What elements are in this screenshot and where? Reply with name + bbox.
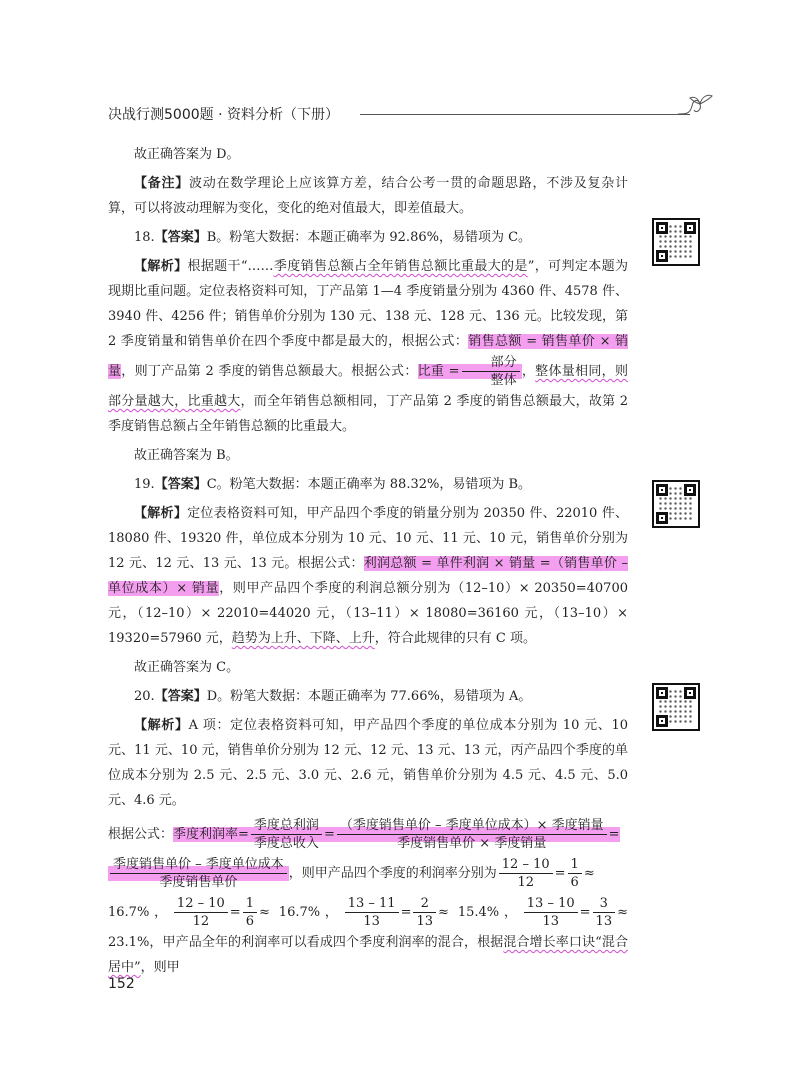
fraction: $\frac{12 - 10}{12}$	[174, 895, 228, 930]
fraction: $\frac{\text{（季度销售单价 – 季度单位成本）× 季度销量}}{\text{季度销售单价 × 季度销量}}$	[337, 817, 607, 852]
q20-analysis: 【解析】A 项：定位表格资料可知，甲产品四个季度的单位成本分别为 10 元、10 元、11 元、10 元，销售单价分别为 12 元、12 元、13 元、13 元，丙产品四个季度的单位成本分别为 2.5 元、2.5 元、3.0 元、2.6 元，销售单价分别为 4.5 元、4.5 元、5.0 元、4.6 元。	[108, 718, 628, 808]
leaf-sprout-icon	[678, 92, 718, 124]
q18-conclusion: 故正确答案为 B。	[134, 448, 239, 463]
wavy-emphasis: 季度销售总额占全年销售总额比重最大的是	[273, 259, 528, 274]
q19-analysis: 【解析】定位表格资料可知，甲产品四个季度的销量分别为 20350 件、22010 件、18080 件、19320 件，单位成本分别为 10 元、10 元、11 元、10 元，销售单价分别为 12 元、12 元、13 元、13 元。根据公式：利润总额 = 单件利润 × 销量 =（销售单价 – 单位成本）× 销量，则甲产品四个季度的利润总额分别为（12–10）× 20350=40700 元，（12–10）× 22010=44020 元，（13–11）× 18080=36160 元，（13–10）× 19320=57960 元，趋势为上升、下降、上升，符合此规律的只有 C 项。	[108, 506, 628, 646]
answer-conclusion: 故正确答案为 D。	[134, 147, 240, 162]
page-number: 152	[108, 976, 135, 992]
fraction: $\frac{1}{6}$	[243, 895, 257, 930]
note-paragraph: 【备注】波动在数学理论上应该算方差，结合公考一贯的命题思路，不涉及复杂计算，可以将波动理解为变化，变化的绝对值最大，即差值最大。	[108, 176, 628, 216]
qr-code-icon[interactable]	[652, 683, 700, 731]
fraction: $\frac{2}{13}$	[413, 895, 436, 930]
qr-code-icon[interactable]	[652, 480, 700, 528]
q20-answer: 20.【答案】D。粉笔大数据：本题正确率为 77.66%，易错项为 A。	[134, 689, 532, 704]
wavy-emphasis: 趋势为上升、下降、上升	[231, 631, 375, 646]
body-text	[108, 142, 628, 984]
qr-code-icon[interactable]	[652, 218, 700, 266]
fraction: $\frac{\text{季度销售单价 – 季度单位成本}}{\text{季度销售单价}}$	[110, 856, 287, 891]
highlight-formula: 销售总额 = 销售单价 × 销量	[108, 334, 628, 379]
q18-analysis: 【解析】根据题干“……季度销售总额占全年销售总额比重最大的是”，可判定本题为现期比重问题。定位表格资料可知，丁产品第 1—4 季度销量分别为 4360 件、4578 件、3940 件、4256 件；销售单价分别为 130 元、138 元、128 元、136 元。比较发现，第 2 季度销量和销售单价在四个季度中都是最大的，根据公式：销售总额 = 销售单价 × 销量，则丁产品第 2 季度的销售总额最大。根据公式：比重 = $\frac{\text{部分}}{\text{整体}}$ ，整体量相同，则部分量越大，比重越大，而全年销售总额相同，丁产品第 2 季度的销售总额最大，故第 2 季度销售总额占全年销售总额的比重最大。	[108, 259, 628, 434]
fraction: $\frac{\text{季度总利润}}{\text{季度总收入}}$	[251, 817, 322, 852]
highlight-formula: 比重 = $\frac{\text{部分}}{\text{整体}}$	[418, 364, 522, 379]
highlight-formula: 利润总额 = 单件利润 × 销量 =（销售单价 – 单位成本）× 销量	[108, 556, 628, 596]
highlight-formula: 季度利润率= $\frac{\text{季度总利润}}{\text{季度总收入}}$ = $\frac{\text{（季度销售单价 – 季度单位成本）× 季度销量}}{\text{季度销售单价 × 季度销量}}$ =	[173, 818, 620, 851]
fraction: $\frac{3}{13}$	[593, 895, 616, 930]
q18-answer: 18.【答案】B。粉笔大数据：本题正确率为 92.86%，易错项为 C。	[134, 230, 532, 245]
wavy-emphasis: 整体量相同，则部分量越大，比重越大	[108, 364, 628, 409]
q20-ratios: 16.7%， $\frac{12 - 10}{12}$ = $\frac{1}{6}$ ≈ 16.7%， $\frac{13 - 11}{13}$ = $\frac{2}{13}$ ≈ 15.4%， $\frac{13 - 10}{13}$ = $\frac{3}{13}$ ≈ 23.1%，甲产品全年的利润率可以看成四个季度利润率的混合，根据混合增长率口诀“混合居中”，则甲	[108, 896, 628, 975]
fraction: $\frac{13 - 11}{13}$	[345, 895, 399, 930]
fraction: $\frac{12 - 10}{12}$	[499, 856, 553, 891]
running-header	[108, 104, 708, 128]
q19-answer: 19.【答案】C。粉笔大数据：本题正确率为 88.32%，易错项为 B。	[134, 477, 532, 492]
fraction: $\frac{\text{部分}}{\text{整体}}$	[462, 354, 520, 389]
wavy-emphasis: 混合增长率口诀“混合居中”	[108, 935, 628, 975]
q20-formula: 根据公式：季度利润率= $\frac{\text{季度总利润}}{\text{季度总收入}}$ = $\frac{\text{（季度销售单价 – 季度单位成本）× 季度销量}}{\text{季度销售单价 × 季度销量}}$ =	[108, 818, 620, 851]
fraction: $\frac{13 - 10}{13}$	[524, 895, 578, 930]
fraction: $\frac{1}{6}$	[568, 856, 582, 891]
header-rule	[360, 114, 690, 115]
highlight-formula	[108, 857, 289, 890]
q20-formula-cont: $\frac{\text{季度销售单价 – 季度单位成本}}{\text{季度销售单价}}$ ，则甲产品四个季度的利润率分别为 $\frac{12 - 10}{12}$ = $\frac{1}{6}$ ≈	[108, 856, 628, 891]
header-title: 决战行测5000题 · 资料分析（下册）	[108, 107, 339, 123]
q19-conclusion: 故正确答案为 C。	[134, 660, 240, 675]
